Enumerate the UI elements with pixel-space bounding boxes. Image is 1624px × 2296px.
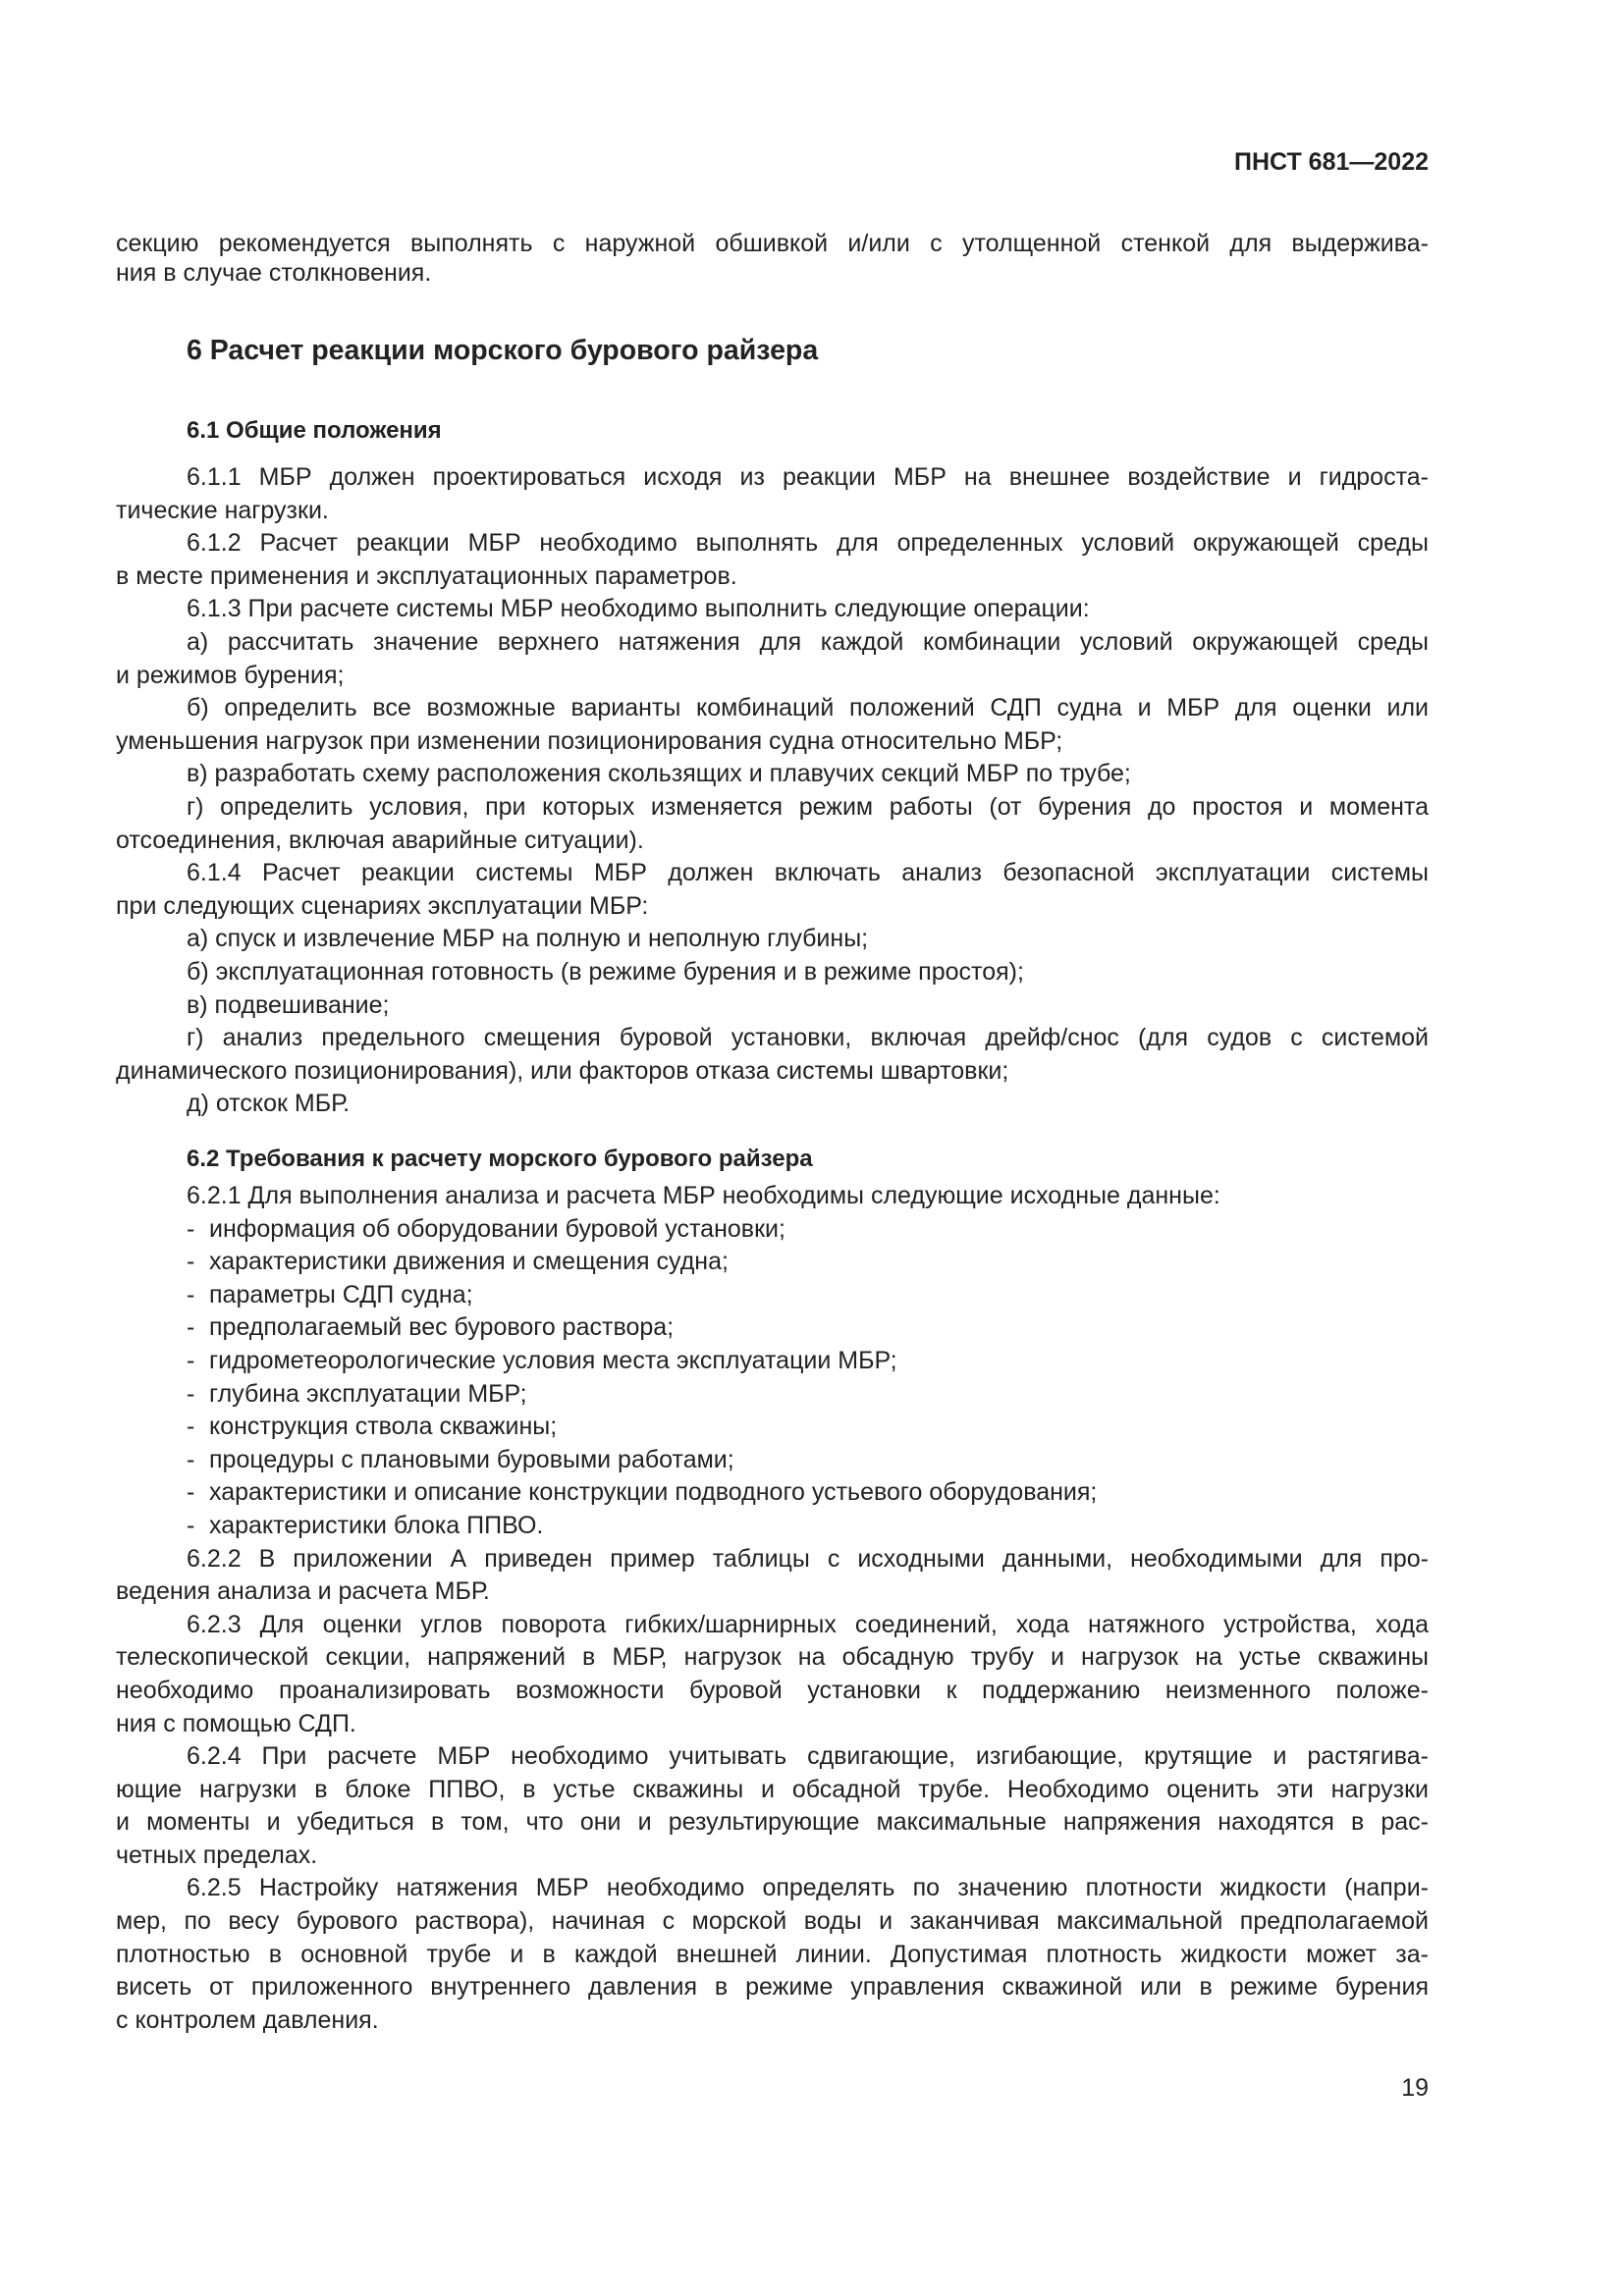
text-line: 6.2.2 В приложении А приведен пример таблицы с исходными данными, необходимыми для про- <box>187 1544 1429 1573</box>
text-line: ния в случае столкновения. <box>116 258 432 287</box>
list-item-text: гидрометеорологические условия места эксплуатации МБР; <box>209 1346 897 1374</box>
list-dash-marker: - <box>187 1379 195 1408</box>
text-line: тические нагрузки. <box>116 496 329 524</box>
list-item-text: конструкция ствола скважины; <box>209 1413 558 1441</box>
list-item-text: предполагаемый вес бурового раствора; <box>209 1313 675 1342</box>
list-item-text: характеристики блока ППВО. <box>209 1511 544 1539</box>
paragraph <box>116 1088 1429 1121</box>
list-dash-marker: - <box>187 1346 195 1374</box>
paragraph <box>116 1872 1429 2037</box>
list-dash-marker: - <box>187 1511 195 1539</box>
text-line: г) анализ предельного смещения буровой установки, включая дрейф/снос (для судов с системой <box>187 1024 1429 1052</box>
text-line: при следующих сценариях эксплуатации МБР: <box>116 891 649 920</box>
text-line: висеть от приложенного внутреннего давления в режиме управления скважиной или в режиме бурения <box>116 1973 1429 2002</box>
text-line: 6.2.5 Настройку натяжения МБР необходимо определять по значению плотности жидкости (напри- <box>187 1874 1429 1902</box>
paragraph <box>116 692 1429 758</box>
text-line: 6.2.3 Для оценки углов поворота гибких/шарнирных соединений, хода натяжного устройства, хода <box>187 1610 1429 1638</box>
text-line: телескопической секции, напряжений в МБР, нагрузок на обсадную трубу и нагрузок на устье скважины <box>116 1643 1429 1672</box>
list-dash-marker: - <box>187 1413 195 1441</box>
text-line: 6.1.1 МБР должен проектироваться исходя из реакции МБР на внешнее воздействие и гидроста- <box>187 463 1429 491</box>
input-data-list <box>116 1213 1429 1543</box>
text-line: 6.2.4 При расчете МБР необходимо учитывать сдвигающие, изгибающие, крутящие и растягива- <box>187 1742 1429 1771</box>
paragraph <box>116 593 1429 626</box>
text-line: четных пределах. <box>116 1841 318 1869</box>
text-line: и режимов бурения; <box>116 661 345 689</box>
text-line: секцию рекомендуется выполнять с наружной обшивкой и/или с утолщенной стенкой для выдержива- <box>116 230 1429 257</box>
paragraph <box>116 527 1429 593</box>
text-line: ющие нагрузки в блоке ППВО, в устье скважины и обсадной трубе. Необходимо оценить эти нагрузки <box>116 1775 1429 1803</box>
list-item <box>116 1345 1429 1378</box>
list-dash-marker: - <box>187 1248 195 1276</box>
text-line: б) определить все возможные варианты комбинаций положений СДП судна и МБР для оценки или <box>187 694 1429 722</box>
list-dash-marker: - <box>187 1478 195 1507</box>
subsection-heading-6-1: 6.1 Общие положения <box>187 417 442 444</box>
text-line: г) определить условия, при которых изменяется режим работы (от бурения до простоя и момента <box>187 792 1429 821</box>
paragraph <box>116 626 1429 692</box>
list-item-text: процедуры с плановыми буровыми работами; <box>209 1445 734 1473</box>
subsection-6-2-paragraphs <box>116 1543 1429 2038</box>
text-line: а) спуск и извлечение МБР на полную и неполную глубины; <box>187 925 869 953</box>
text-line: б) эксплуатационная готовность (в режиме бурения и в режиме простоя); <box>187 957 1024 986</box>
intro-paragraph <box>116 228 1429 290</box>
list-dash-marker: - <box>187 1313 195 1342</box>
list-dash-marker: - <box>187 1445 195 1473</box>
text-line: с контролем давления. <box>116 2005 379 2034</box>
list-item <box>116 1411 1429 1444</box>
subsection-heading-6-2: 6.2 Требования к расчету морского бурового райзера <box>187 1146 813 1172</box>
document-code-header: ПНСТ 681—2022 <box>1234 148 1429 176</box>
text-line: ния с помощью СДП. <box>116 1709 356 1737</box>
list-item-text: глубина эксплуатации МБР; <box>209 1379 527 1408</box>
list-item-text: параметры СДП судна; <box>209 1280 473 1308</box>
list-item <box>116 1444 1429 1477</box>
list-item <box>116 1476 1429 1510</box>
paragraph <box>116 758 1429 791</box>
text-line: плотностью в основной трубе и в каждой внешней линии. Допустимая плотность жидкости может за- <box>116 1940 1429 1968</box>
paragraph <box>116 1609 1429 1740</box>
list-item <box>116 1279 1429 1312</box>
section-heading-6: 6 Расчет реакции морского бурового райзера <box>187 335 819 366</box>
paragraph <box>116 1740 1429 1872</box>
list-item-text: информация об оборудовании буровой установки; <box>209 1214 785 1243</box>
text-line: а) рассчитать значение верхнего натяжения для каждой комбинации условий окружающей среды <box>187 627 1429 656</box>
list-item <box>116 1510 1429 1543</box>
list-item <box>116 1378 1429 1412</box>
text-line: 6.1.3 При расчете системы МБР необходимо выполнить следующие операции: <box>187 595 1090 623</box>
paragraph <box>116 1022 1429 1088</box>
text-line: 6.1.4 Расчет реакции системы МБР должен включать анализ безопасной эксплуатации системы <box>187 859 1429 887</box>
paragraph <box>116 956 1429 989</box>
list-item-text: характеристики движения и смещения судна; <box>209 1248 729 1276</box>
subsection-6-1-body <box>116 461 1429 1121</box>
paragraph <box>116 791 1429 857</box>
list-item <box>116 1246 1429 1279</box>
paragraph <box>116 461 1429 527</box>
list-dash-marker: - <box>187 1280 195 1308</box>
text-line: необходимо проанализировать возможности буровой установки к поддержанию неизменного положе- <box>116 1676 1429 1704</box>
list-item <box>116 1311 1429 1345</box>
paragraph-6-2-1: 6.2.1 Для выполнения анализа и расчета МБР необходимы следующие исходные данные: <box>187 1182 1220 1209</box>
paragraph <box>116 1543 1429 1609</box>
text-line: д) отскок МБР. <box>187 1090 351 1118</box>
page-number: 19 <box>1401 2074 1429 2102</box>
text-line: мер, по весу бурового раствора), начиная с морской воды и заканчивая максимальной предполагаемой <box>116 1907 1429 1936</box>
text-line: уменьшения нагрузок при изменении позиционирования судна относительно МБР; <box>116 726 1063 755</box>
text-line: в) разработать схему расположения скользящих и плавучих секций МБР по трубе; <box>187 760 1131 788</box>
text-line: динамического позиционирования), или факторов отказа системы швартовки; <box>116 1056 1009 1085</box>
list-item <box>116 1213 1429 1247</box>
paragraph <box>116 857 1429 923</box>
text-line: в месте применения и эксплуатационных параметров. <box>116 561 737 590</box>
subsection-6-2-body <box>116 1180 1429 2037</box>
list-dash-marker: - <box>187 1214 195 1243</box>
text-line: в) подвешивание; <box>187 990 390 1019</box>
text-line: и моменты и убедиться в том, что они и результирующие максимальные напряжения находятся в рас- <box>116 1808 1429 1837</box>
paragraph <box>116 989 1429 1023</box>
text-line: отсоединения, включая аварийные ситуации). <box>116 826 644 854</box>
list-item-text: характеристики и описание конструкции подводного устьевого оборудования; <box>209 1478 1098 1507</box>
paragraph <box>116 923 1429 956</box>
text-line: 6.1.2 Расчет реакции МБР необходимо выполнять для определенных условий окружающей среды <box>187 529 1429 558</box>
text-line: ведения анализа и расчета МБР. <box>116 1577 490 1606</box>
